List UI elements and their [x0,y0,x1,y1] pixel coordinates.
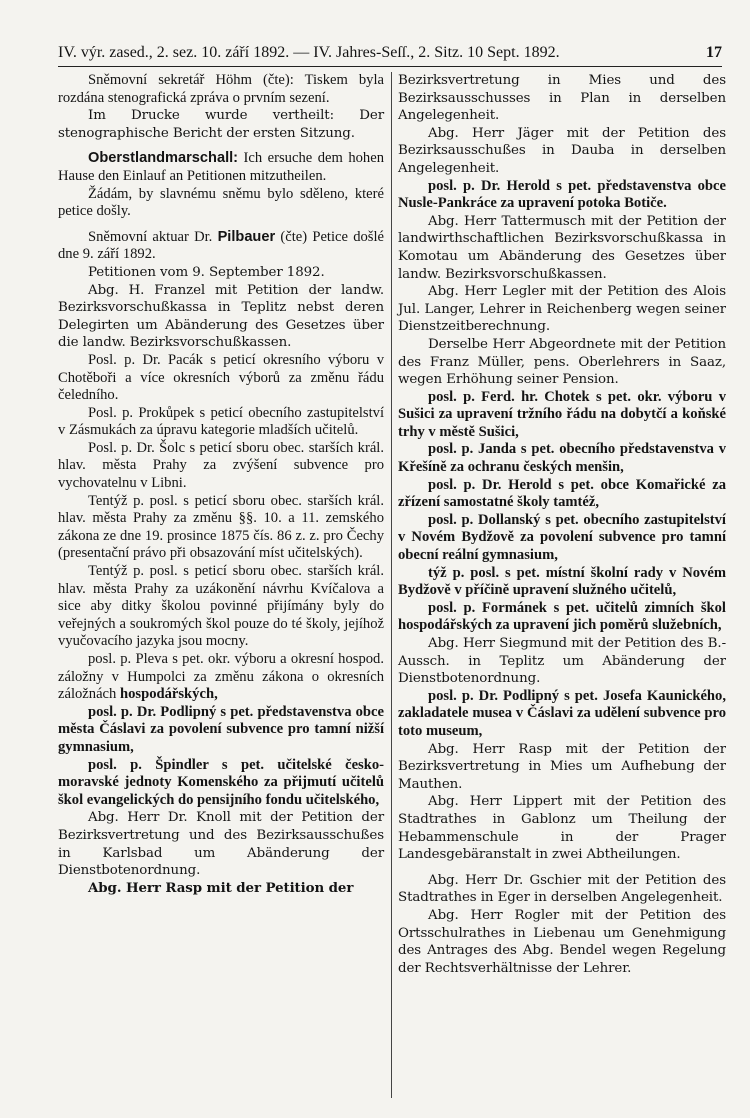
paragraph: Derselbe Herr Abgeordnete mit der Petition des Franz Müller, pens. Oberlehrers in Saaz, wegen Erhöhung seiner Pension. [398,336,726,388]
paragraph: Posl. p. Dr. Pacák s peticí okresního výboru v Chotěboři a více okresních výborů za změnu řádu čeledního. [58,351,384,404]
paragraph: posl. p. Ferd. hr. Chotek s pet. okr. výboru v Sušici za upravení tržního řádu na dobytčí a koňské trhy v městě Sušici, [398,388,726,440]
speaker-name: Pilbauer [217,228,276,245]
paragraph: Abg. Herr Rasp mit der Petition der [88,879,354,896]
paragraph: Abg. Herr Dr. Gschier mit der Petition des Stadtrathes in Eger in derselben Angelegenheit. [398,872,726,906]
paragraph: Abg. H. Franzel mit Petition der landw. Bezirksvorschußkassa in Teplitz nebst deren Delegirten um Abänderung des Gesetzes über die landw. Bezirksvorschußkassen. [58,282,384,351]
right-column [392,72,726,1098]
paragraph: posl. p. Dr. Podlipný s pet. Josefa Kaunického, zakladatele musea v Čáslavi za udělení subvence pro toto museum, [398,687,726,739]
paragraph-text: Sněmovní aktuar Dr. [88,228,218,245]
paragraph: Abg. Herr Legler mit der Petition des Alois Jul. Langer, Lehrer in Reichenberg wegen seiner Dienstzeitberechnung. [398,284,726,335]
page-number: 17 [706,44,722,61]
paragraph: posl. p. Janda s pet. obecního představenstva v Křešíně za ochranu českých menšin, [398,441,726,476]
speaker-name: Sněmovní sekretář Höhm [88,72,252,88]
page-header [58,34,722,67]
paragraph: Abg. Herr Lippert mit der Petition des Stadtrathes in Gablonz um Theilung der Hebammenschule in der Prager Landesgebäranstalt in zwei Abtheilungen. [398,794,726,863]
paragraph: Im Drucke wurde vertheilt: Der stenographische Bericht der ersten Sitzung. [58,108,384,141]
paragraph: Posl. p. Dr. Šolc s peticí sboru obec. starších král. hlav. města Prahy za zvýšení subvence pro vychovatelnu v Libni. [58,439,384,492]
paragraph: Abg. Herr Dr. Knoll mit der Petition der Bezirksvertretung und des Bezirksausschußes in Karlsbad um Abänderung der Dienstbotenordnung. [58,810,384,879]
paragraph: týž p. posl. s pet. místní školní rady v Novém Bydžově v příčině upravení služného učitelů, [398,564,726,599]
paragraph-text: (čte) Petice došlé dne 9. září 1892. [58,228,385,263]
paragraph: Abg. Herr Rasp mit der Petition der Bezirksvertretung in Mies um Aufhebung der Mauthen. [398,741,726,792]
paragraph [58,229,384,264]
paragraph: Petitionen vom 9. September 1892. [88,264,325,280]
paragraph: posl. p. Formánek s pet. učitelů zimních škol hospodářských za upravení jich poměrů služebních, [398,599,726,634]
paragraph [58,150,384,185]
paragraph [58,651,384,704]
paragraph-text: (čte): Tiskem byla rozdána stenografická zpráva o prvním sezení. [58,72,384,106]
paragraph: Abg. Herr Tattermusch mit der Petition der landwirthschaftlichen Bezirksvorschußkassa in Komotau um Abänderung des Gesetzes über landw. Bezirksvorschußkassen. [398,213,726,282]
paragraph: Bezirksvertretung in Mies und des Bezirksausschusses in Plan in derselben Angelegenheit. [398,73,726,124]
text-columns [58,72,726,1098]
paragraph: posl. p. Dr. Herold s pet. představenstva obce Nusle-Pankráce za upravení potoka Botiče. [398,177,726,212]
left-column [58,72,392,1098]
speaker-name: Oberstlandmarschall: [88,150,239,167]
running-head: IV. výr. zased., 2. sez. 10. září 1892. — IV. Jahres-Seſſ., 2. Sitz. 10 Sept. 1892. [58,44,560,61]
paragraph: Tentýž p. posl. s peticí sboru obec. starších král. hlav. města Prahy za uzákonění návrhu Kvíčalova a sice aby ditky školou povinné přijímány byly do veřejných a soukromých škol pouze do té školy, jejíhož vyučovacího jazyka jsou mocny. [58,563,384,650]
paragraph: posl. p. Dollanský s pet. obecního zastupitelství v Novém Bydžově za povolení subvence pro tamní obecní reální gymnasium, [398,511,726,564]
paragraph: Posl. p. Prokůpek s peticí obecního zastupitelství v Zásmukách za úpravu kategorie mladších učitelů. [58,404,384,439]
paragraph-text: Ich ersuche dem hohen Hause den Einlauf an Petitionen mitzutheilen. [58,150,384,184]
paragraph: posl. p. Dr. Podlipný s pet. představenstva obce města Čáslavi za povolení subvence pro tamní nižší gymnasium, [58,703,384,755]
paragraph: Tentýž p. posl. s peticí sboru obec. starších král. hlav. města Prahy za změnu §§. 10. a 11. zemského zákona ze dne 19. prosince 1875 čís. 86 z. z. pro Čechy (presentační právo při obsazování míst učitelských). [58,492,384,562]
paragraph: Abg. Herr Jäger mit der Petition des Bezirksausschußes in Dauba in derselben Angelegenheit. [398,125,726,176]
paragraph [58,72,384,107]
paragraph: posl. p. Dr. Herold s pet. obce Komařické za zřízení samostatné školy tamtéž, [398,476,726,511]
paragraph-text: posl. p. Pleva s pet. okr. výboru a okresní hospod. záložny v Humpolci za změnu zákona o okresních záložnách [58,651,384,703]
paragraph: Abg. Herr Rogler mit der Petition des Ortsschulrathes in Liebenau um Genehmigung des Antrages des Abg. Bendel wegen Regelung der Rechtsverhältnisse der Lehrer. [398,907,726,976]
paragraph: posl. p. Špindler s pet. učitelské česko-moravské jednoty Komenského za přijmutí učitelů škol evangelických do pensijního fondu učitelského, [58,756,384,808]
paragraph-text: hospodářských, [119,686,218,703]
paragraph: Abg. Herr Siegmund mit der Petition des B.-Aussch. in Teplitz um Abänderung der Dienstbotenordnung. [398,636,726,687]
paragraph: Žádám, by slavnému sněmu bylo sděleno, které petice došly. [58,185,384,220]
